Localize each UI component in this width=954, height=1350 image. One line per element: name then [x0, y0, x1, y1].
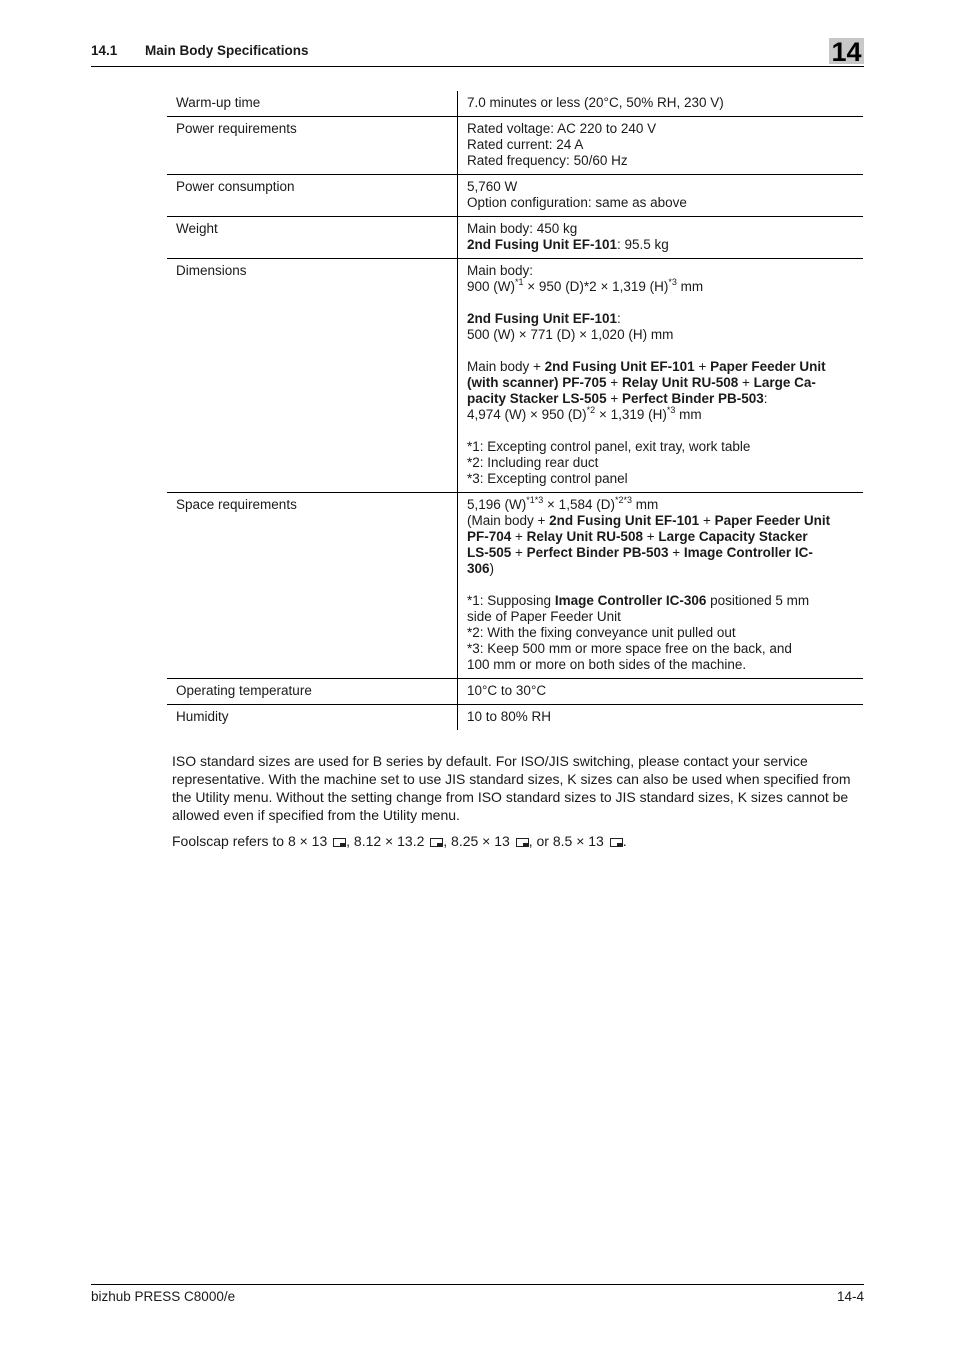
text: . [622, 833, 627, 849]
table-row [167, 117, 863, 175]
unit-name: Relay Unit RU-508 [621, 375, 739, 390]
space-config-line [467, 513, 855, 529]
unit-name: PF-704 [467, 529, 512, 544]
temperature-value: 10°C to 30°C [467, 683, 547, 698]
space-config-line [467, 561, 855, 577]
dim-combo-line [467, 375, 855, 391]
weight-main: Main body: 450 kg [467, 221, 578, 236]
plus: + [668, 545, 684, 560]
row-label: Power consumption [176, 179, 295, 194]
text: positioned 5 mm [706, 593, 810, 608]
dim-text: 4,974 (W) × 950 (D) [467, 407, 587, 422]
plus: + [606, 391, 622, 406]
footnote: *3: Keep 500 mm or more space free on the back, and [467, 641, 792, 656]
footnote-ref: *3 [666, 405, 676, 415]
weight-fuser [467, 237, 855, 253]
footnote-ref: *2*3 [614, 495, 632, 505]
text: , or 8.5 × 13 [528, 833, 608, 849]
foolscap-paragraph [172, 832, 864, 850]
table-row [167, 705, 863, 731]
text: (Main body + [467, 513, 550, 528]
unit-name: 306 [467, 561, 490, 576]
unit-name: Image Controller IC-306 [554, 593, 707, 608]
table-row [167, 91, 863, 117]
dim-text: × 1,319 (H) [595, 407, 667, 422]
unit-name: Large Capacity Stacker [658, 529, 808, 544]
table-row [167, 679, 863, 705]
unit-name: Relay Unit RU-508 [526, 529, 643, 544]
plus: + [606, 375, 622, 390]
blank-line [467, 423, 855, 439]
footnote-ref: *1 [515, 277, 524, 287]
dim-text: × 1,584 (D) [543, 497, 615, 512]
blank-line [467, 295, 855, 311]
rated-current: Rated current: 24 A [467, 137, 584, 152]
dim-combo-value [467, 407, 855, 423]
warmup-value: 7.0 minutes or less (20°C, 50% RH, 230 V) [467, 95, 724, 110]
dim-text: 900 (W) [467, 279, 516, 294]
text: ) [489, 561, 495, 576]
section-title: Main Body Specifications [145, 43, 309, 58]
row-label: Humidity [176, 709, 229, 724]
footnote: 100 mm or more on both sides of the machine. [467, 657, 747, 672]
dim-unit: mm [676, 279, 704, 294]
footnote-ref: *3 [668, 277, 677, 287]
plus: + [699, 513, 715, 528]
table-row [167, 175, 863, 217]
blank-line [467, 577, 855, 593]
unit-name: 2nd Fusing Unit EF-101 [549, 513, 700, 528]
dim-unit: mm [675, 407, 702, 422]
footnote: *2: With the fixing conveyance unit pulled out [467, 625, 736, 640]
paper-orientation-icon [516, 838, 529, 847]
power-consumption-option: Option configuration: same as above [467, 195, 687, 210]
unit-name: pacity Stacker LS-505 [467, 391, 607, 406]
text: , 8.12 × 13.2 [346, 833, 429, 849]
rated-frequency: Rated frequency: 50/60 Hz [467, 153, 628, 168]
power-consumption-value: 5,760 W [467, 179, 518, 194]
footnote [467, 593, 855, 609]
page-number: 14-4 [836, 1289, 864, 1304]
dim-text: × 950 (D)*2 × 1,319 (H) [523, 279, 669, 294]
dim-main-label: Main body: [467, 263, 534, 278]
unit-name: (with scanner) PF-705 [467, 375, 607, 390]
dim-text: 5,196 (W) [467, 497, 527, 512]
plus: + [642, 529, 659, 544]
text: *1: Supposing [467, 593, 555, 608]
text: Main body + [467, 359, 545, 374]
footnote-ref: *2 [586, 405, 596, 415]
page-footer [91, 1284, 864, 1311]
paper-orientation-icon [333, 838, 346, 847]
row-label: Weight [176, 221, 218, 236]
row-value [458, 259, 864, 493]
fuser-weight: : 95.5 kg [617, 237, 669, 252]
space-config-line [467, 529, 855, 545]
specifications-table [167, 91, 863, 730]
plus: + [511, 545, 527, 560]
dim-unit: mm [631, 497, 659, 512]
dim-combo-line [467, 359, 855, 375]
unit-name: LS-505 [467, 545, 512, 560]
footnote: *3: Excepting control panel [467, 471, 628, 486]
row-label: Operating temperature [176, 683, 312, 698]
product-name: bizhub PRESS C8000/e [91, 1289, 236, 1304]
unit-name: Perfect Binder PB-503 [621, 391, 764, 406]
row-value [458, 175, 864, 217]
fuser-name: 2nd Fusing Unit EF-101 [467, 311, 618, 326]
row-value [458, 217, 864, 259]
table-row [167, 217, 863, 259]
footnote-ref: *1*3 [526, 495, 544, 505]
text: , 8.25 × 13 [443, 833, 514, 849]
plus: + [694, 359, 711, 374]
row-value [458, 705, 864, 731]
row-label: Space requirements [176, 497, 297, 512]
plus: + [738, 375, 754, 390]
footnote: side of Paper Feeder Unit [467, 609, 621, 624]
section-number: 14.1 [91, 43, 118, 58]
chapter-number: 14 [831, 37, 862, 67]
dim-fuser-label [467, 311, 855, 327]
dim-combo-line [467, 391, 855, 407]
unit-name: Image Controller IC- [683, 545, 813, 560]
row-value [458, 493, 864, 679]
footnote: *1: Excepting control panel, exit tray, work table [467, 439, 751, 454]
dim-main-value [467, 279, 855, 295]
rated-voltage: Rated voltage: AC 220 to 240 V [467, 121, 657, 136]
notes-section [172, 752, 864, 858]
dim-fuser-value: 500 (W) × 771 (D) × 1,020 (H) mm [467, 327, 674, 342]
paper-orientation-icon [430, 838, 443, 847]
text: Foolscap refers to 8 × 13 [172, 833, 332, 849]
humidity-value: 10 to 80% RH [467, 709, 552, 724]
blank-line [467, 343, 855, 359]
row-value [458, 117, 864, 175]
colon: : [763, 391, 768, 406]
row-value [458, 679, 864, 705]
unit-name: Paper Feeder Unit [714, 513, 831, 528]
row-label: Warm-up time [176, 95, 261, 110]
row-value [458, 91, 864, 117]
space-value [467, 497, 855, 513]
colon: : [617, 311, 621, 326]
row-label: Dimensions [176, 263, 247, 278]
unit-name: Perfect Binder PB-503 [526, 545, 669, 560]
page-header [91, 40, 864, 67]
footnote: *2: Including rear duct [467, 455, 599, 470]
unit-name: 2nd Fusing Unit EF-101 [544, 359, 695, 374]
paper-orientation-icon [610, 838, 623, 847]
space-config-line [467, 545, 855, 561]
row-label: Power requirements [176, 121, 297, 136]
fuser-name: 2nd Fusing Unit EF-101 [467, 237, 618, 252]
table-row [167, 259, 863, 493]
table-row [167, 493, 863, 679]
plus: + [511, 529, 527, 544]
unit-name: Paper Feeder Unit [710, 359, 826, 374]
unit-name: Large Ca- [753, 375, 816, 390]
iso-paragraph: ISO standard sizes are used for B series by default. For ISO/JIS switching, please contact your service representative. With the machine set to use JIS standard sizes, K sizes can also be used when specified from the Utility menu. Without the setting change from ISO standard sizes to JIS standard sizes, K sizes cannot be allowed even if specified from the Utility menu. [172, 753, 851, 823]
